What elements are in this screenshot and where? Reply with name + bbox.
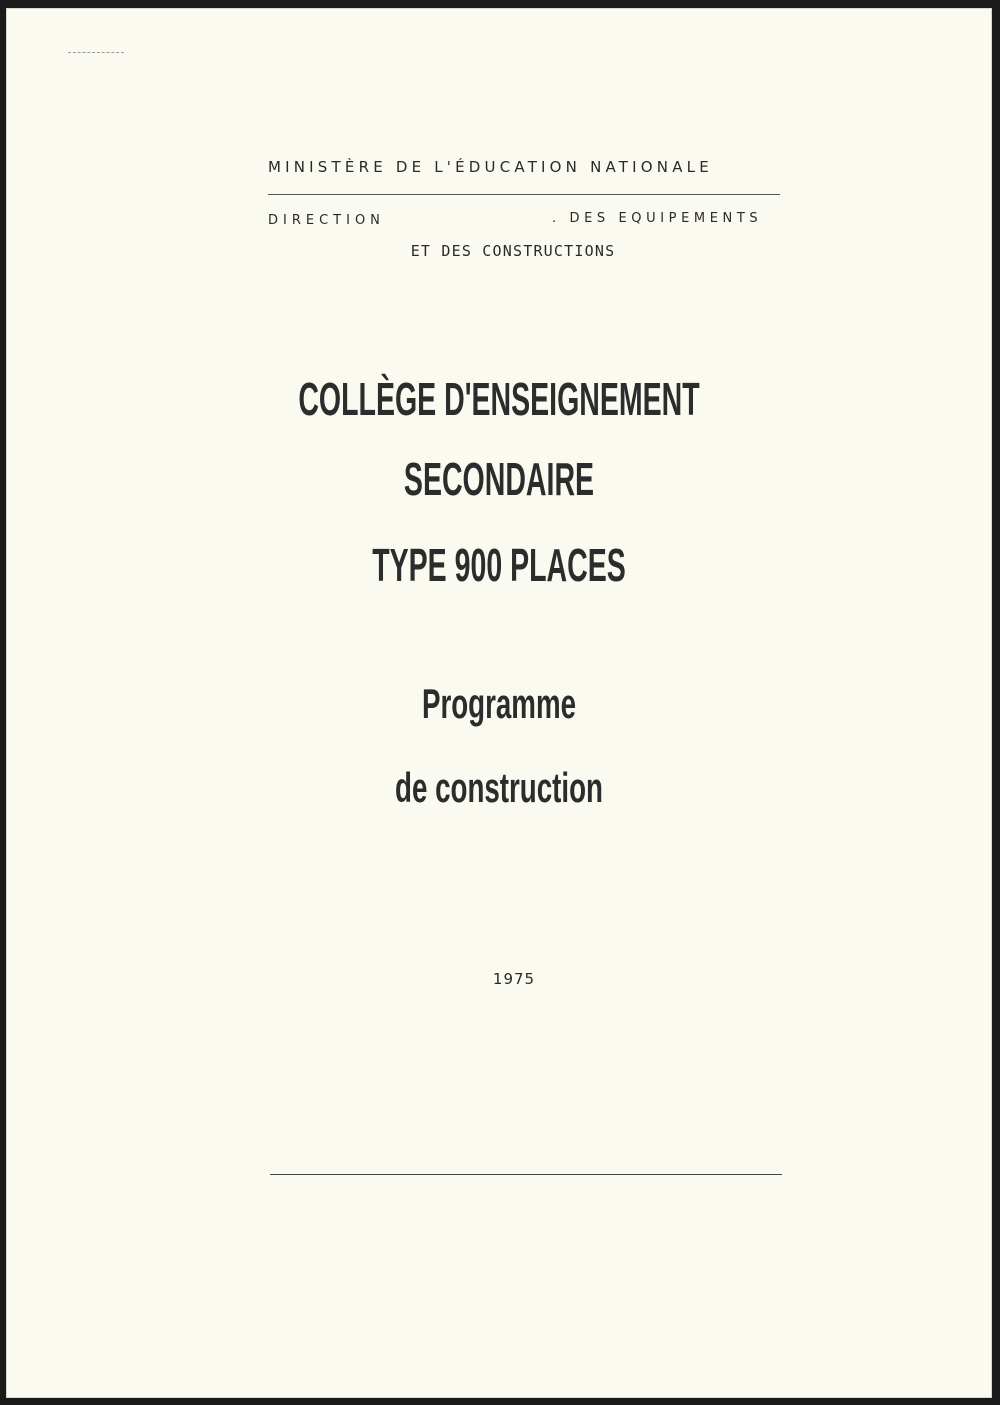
title-line-2: SECONDAIRE	[403, 453, 595, 505]
title-line-1: COLLÈGE D'ENSEIGNEMENT	[298, 373, 700, 425]
publication-year: 1975	[492, 970, 536, 988]
subtitle-line-2: de construction	[395, 764, 603, 811]
title-line-3: TYPE 900 PLACES	[372, 539, 626, 591]
footer-rule	[270, 1174, 782, 1175]
constructions-label: ET DES CONSTRUCTIONS	[410, 242, 616, 260]
equipements-label: . DES EQUIPEMENTS	[552, 211, 763, 226]
subtitle-line-1: Programme	[421, 680, 577, 727]
ministry-heading: MINISTÈRE DE L'ÉDUCATION NATIONALE	[268, 158, 713, 176]
direction-label: DIRECTION	[268, 213, 385, 228]
document-page	[6, 8, 992, 1398]
pencil-mark	[68, 52, 124, 54]
header-rule	[268, 194, 780, 195]
